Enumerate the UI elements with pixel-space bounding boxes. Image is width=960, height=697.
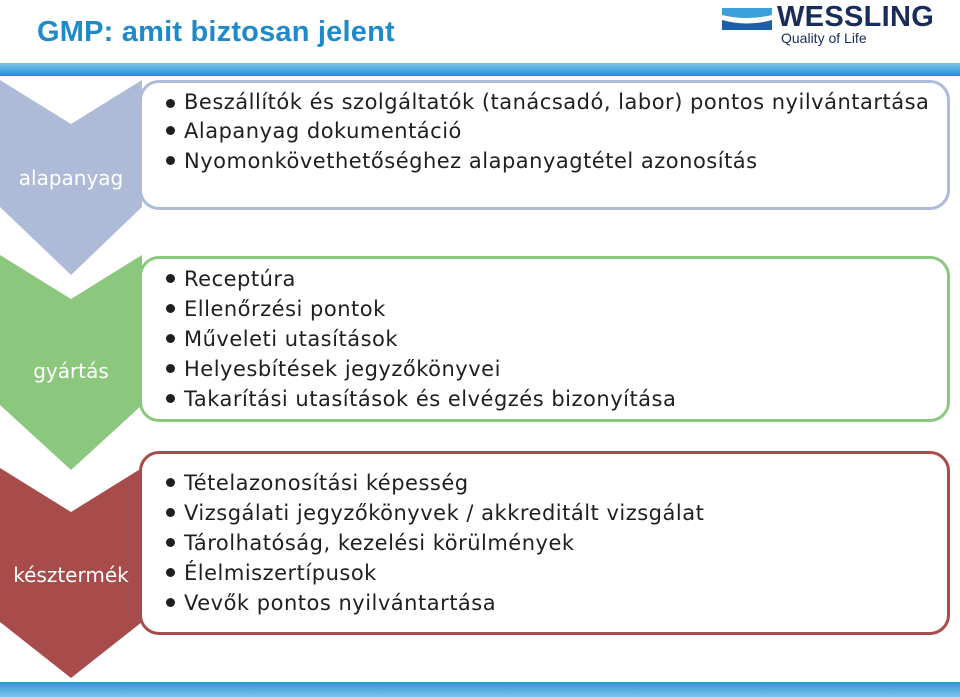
list-item: Alapanyag dokumentáció [152, 116, 937, 146]
bullet-icon [166, 478, 175, 487]
wessling-logo-mark-icon [722, 6, 772, 32]
list-item: Műveleti utasítások [152, 324, 937, 354]
bullet-icon [166, 99, 175, 108]
list-item: Ellenőrzési pontok [152, 294, 937, 324]
bullet-icon [166, 304, 175, 313]
stage-alapanyag-box [139, 80, 950, 210]
bullet-icon [166, 334, 175, 343]
stage-alapanyag-list [152, 89, 937, 176]
stage-kesztermek-list [152, 468, 937, 618]
bullet-icon [166, 508, 175, 517]
stage-gyartas-box [139, 256, 950, 422]
bullet-icon [166, 568, 175, 577]
bullet-icon [166, 394, 175, 403]
list-item: Receptúra [152, 264, 937, 294]
bullet-icon [166, 156, 175, 165]
list-item: Tárolhatóság, kezelési körülmények [152, 528, 937, 558]
stage-label-alapanyag: alapanyag [18, 166, 124, 190]
list-item: Élelmiszertípusok [152, 558, 937, 588]
stage-label-kesztermek: késztermék [13, 563, 129, 587]
footer-bar [0, 682, 960, 697]
wessling-logo [722, 3, 950, 47]
header-bar [0, 63, 960, 76]
bullet-icon [166, 598, 175, 607]
list-item: Vevők pontos nyilvántartása [152, 588, 937, 618]
list-item: Tételazonosítási képesség [152, 468, 937, 498]
list-item: Helyesbítések jegyzőkönyvei [152, 354, 937, 384]
bullet-icon [166, 364, 175, 373]
bullet-icon [166, 126, 175, 135]
bullet-icon [166, 274, 175, 283]
logo-name: WESSLING [777, 1, 935, 33]
stage-kesztermek-box [139, 451, 950, 635]
stage-label-gyartas: gyártás [33, 359, 109, 383]
stage-gyartas-chevron [0, 255, 142, 470]
stage-alapanyag-chevron [0, 80, 142, 275]
list-item: Vizsgálati jegyzőkönyvek / akkreditált vizsgálat [152, 498, 937, 528]
stage-gyartas-list [152, 264, 937, 414]
stage-kesztermek-chevron [0, 468, 142, 678]
bullet-icon [166, 538, 175, 547]
list-item: Takarítási utasítások és elvégzés bizonyítása [152, 384, 937, 414]
list-item: Nyomonkövethetőséghez alapanyagtétel azonosítás [152, 146, 937, 176]
list-item: Beszállítók és szolgáltatók (tanácsadó, labor) pontos nyilvántartása [152, 89, 937, 116]
page-title: GMP: amit biztosan jelent [37, 16, 395, 48]
logo-tagline: Quality of Life [781, 30, 867, 46]
